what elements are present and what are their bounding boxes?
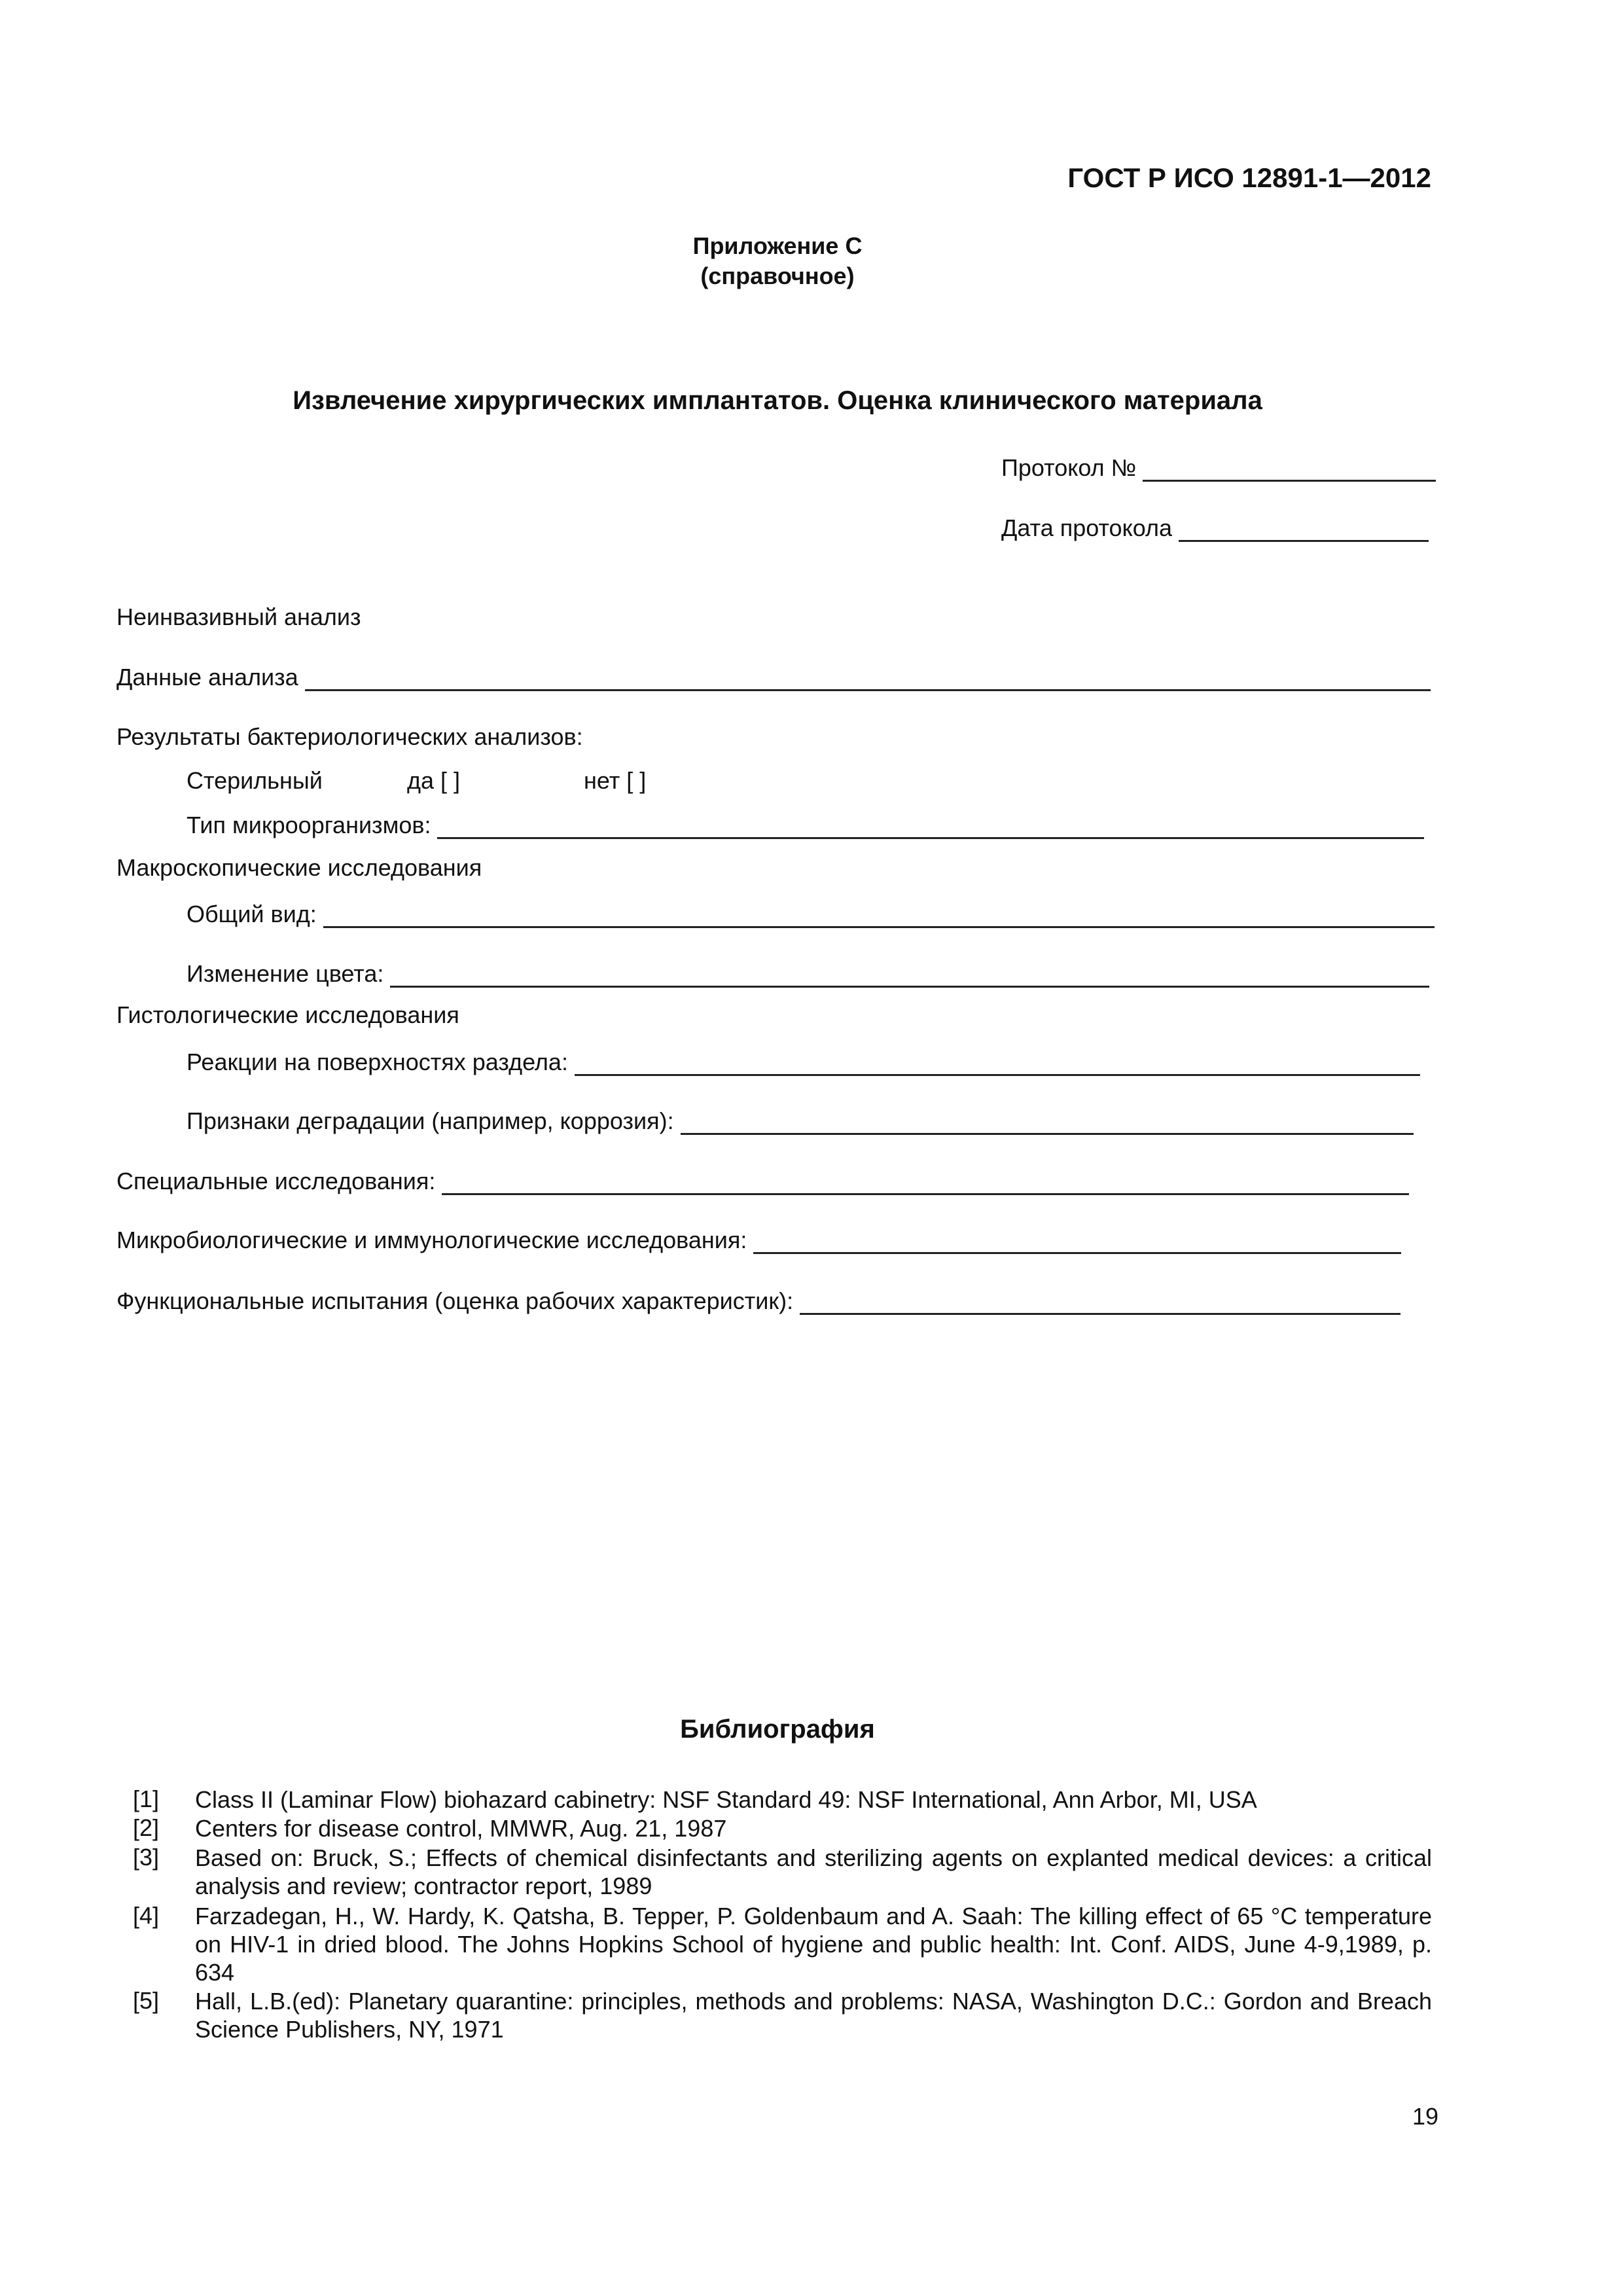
analysis-data-label: Данные анализа (116, 664, 298, 691)
microorganisms-field[interactable] (187, 809, 1424, 839)
functional-tests-field[interactable] (116, 1285, 1400, 1315)
general-view-field[interactable] (187, 898, 1435, 928)
ref-number: [3] (133, 1844, 160, 1871)
microbio-immuno-blank[interactable] (753, 1227, 1401, 1254)
sterile-yes-checkbox[interactable]: да [ ] (407, 767, 461, 794)
degradation-blank[interactable] (681, 1108, 1414, 1135)
surface-reactions-field[interactable] (187, 1046, 1420, 1076)
annex-heading (0, 231, 1555, 291)
ref-text: Based on: Bruck, S.; Effects of chemical disinfectants and sterilizing agents on explanted medical devices: a critical analysis and review; contractor report, 1989 (195, 1844, 1432, 1899)
surface-reactions-blank[interactable] (575, 1049, 1420, 1076)
ref-text: Centers for disease control, MMWR, Aug. 21, 1987 (195, 1815, 727, 1842)
ref-number: [4] (133, 1902, 160, 1929)
protocol-date-field[interactable] (1001, 512, 1429, 542)
microorganisms-blank[interactable] (437, 812, 1424, 839)
sterile-label: Стерильный (187, 767, 323, 794)
degradation-label: Признаки деградации (например, коррозия): (187, 1107, 674, 1134)
protocol-number-field[interactable] (1001, 452, 1436, 482)
annex-subtitle: (справочное) (700, 262, 855, 289)
special-studies-label: Специальные исследования: (116, 1168, 436, 1194)
general-view-label: Общий вид: (187, 901, 317, 927)
protocol-date-label: Дата протокола (1001, 514, 1172, 541)
ref-number: [1] (133, 1785, 160, 1812)
functional-tests-blank[interactable] (800, 1288, 1400, 1315)
ref-text: Class II (Laminar Flow) biohazard cabinetry: NSF Standard 49: NSF International, Ann Arbor, MI, USA (195, 1786, 1257, 1813)
microbio-immuno-label: Микробиологические и иммунологические исследования: (116, 1227, 747, 1253)
bibliography-title: Библиография (680, 1715, 875, 1744)
special-studies-field[interactable] (116, 1165, 1409, 1195)
color-change-blank[interactable] (390, 961, 1429, 988)
degradation-field[interactable] (187, 1105, 1414, 1135)
color-change-field[interactable] (187, 958, 1429, 988)
protocol-number-blank[interactable] (1143, 455, 1436, 482)
special-studies-blank[interactable] (442, 1168, 1409, 1195)
section-noninvasive: Неинвазивный анализ (116, 603, 361, 630)
standard-designation: ГОСТ Р ИСО 12891-1—2012 (1067, 162, 1431, 193)
ref-text: Hall, L.B.(ed): Planetary quarantine: principles, methods and problems: NASA, Washington D.C.: Gordon and Breach Science Publishers, NY, 1971 (195, 1988, 1432, 2043)
protocol-date-blank[interactable] (1179, 515, 1429, 542)
page-number: 19 (1412, 2103, 1438, 2130)
microbio-immuno-field[interactable] (116, 1224, 1401, 1254)
ref-text: Farzadegan, H., W. Hardy, K. Qatsha, B. Tepper, P. Goldenbaum and A. Saah: The killing effect of 65 °C temperature on HIV-1 in dried blood. The Johns Hopkins School of hygiene and public health: Int. Conf. AIDS, June 4-9,1989, p. 634 (195, 1903, 1432, 1986)
surface-reactions-label: Реакции на поверхностях раздела: (187, 1049, 568, 1075)
section-macroscopic: Макроскопические исследования (116, 854, 482, 881)
analysis-data-blank[interactable] (305, 664, 1431, 691)
general-view-blank[interactable] (323, 901, 1435, 928)
color-change-label: Изменение цвета: (187, 960, 384, 987)
protocol-number-label: Протокол № (1001, 454, 1137, 481)
ref-number: [2] (133, 1814, 160, 1841)
section-bacteriological: Результаты бактериологических анализов: (116, 723, 583, 750)
page-title: Извлечение хирургических имплантатов. Оценка клинического материала (293, 386, 1262, 415)
ref-number: [5] (133, 1987, 160, 2014)
analysis-data-field[interactable] (116, 661, 1431, 691)
annex-title: Приложение С (692, 232, 863, 259)
microorganisms-label: Тип микроорганизмов: (187, 812, 431, 838)
sterile-no-checkbox[interactable]: нет [ ] (584, 767, 647, 794)
functional-tests-label: Функциональные испытания (оценка рабочих характеристик): (116, 1287, 794, 1314)
section-histological: Гистологические исследования (116, 1001, 459, 1028)
